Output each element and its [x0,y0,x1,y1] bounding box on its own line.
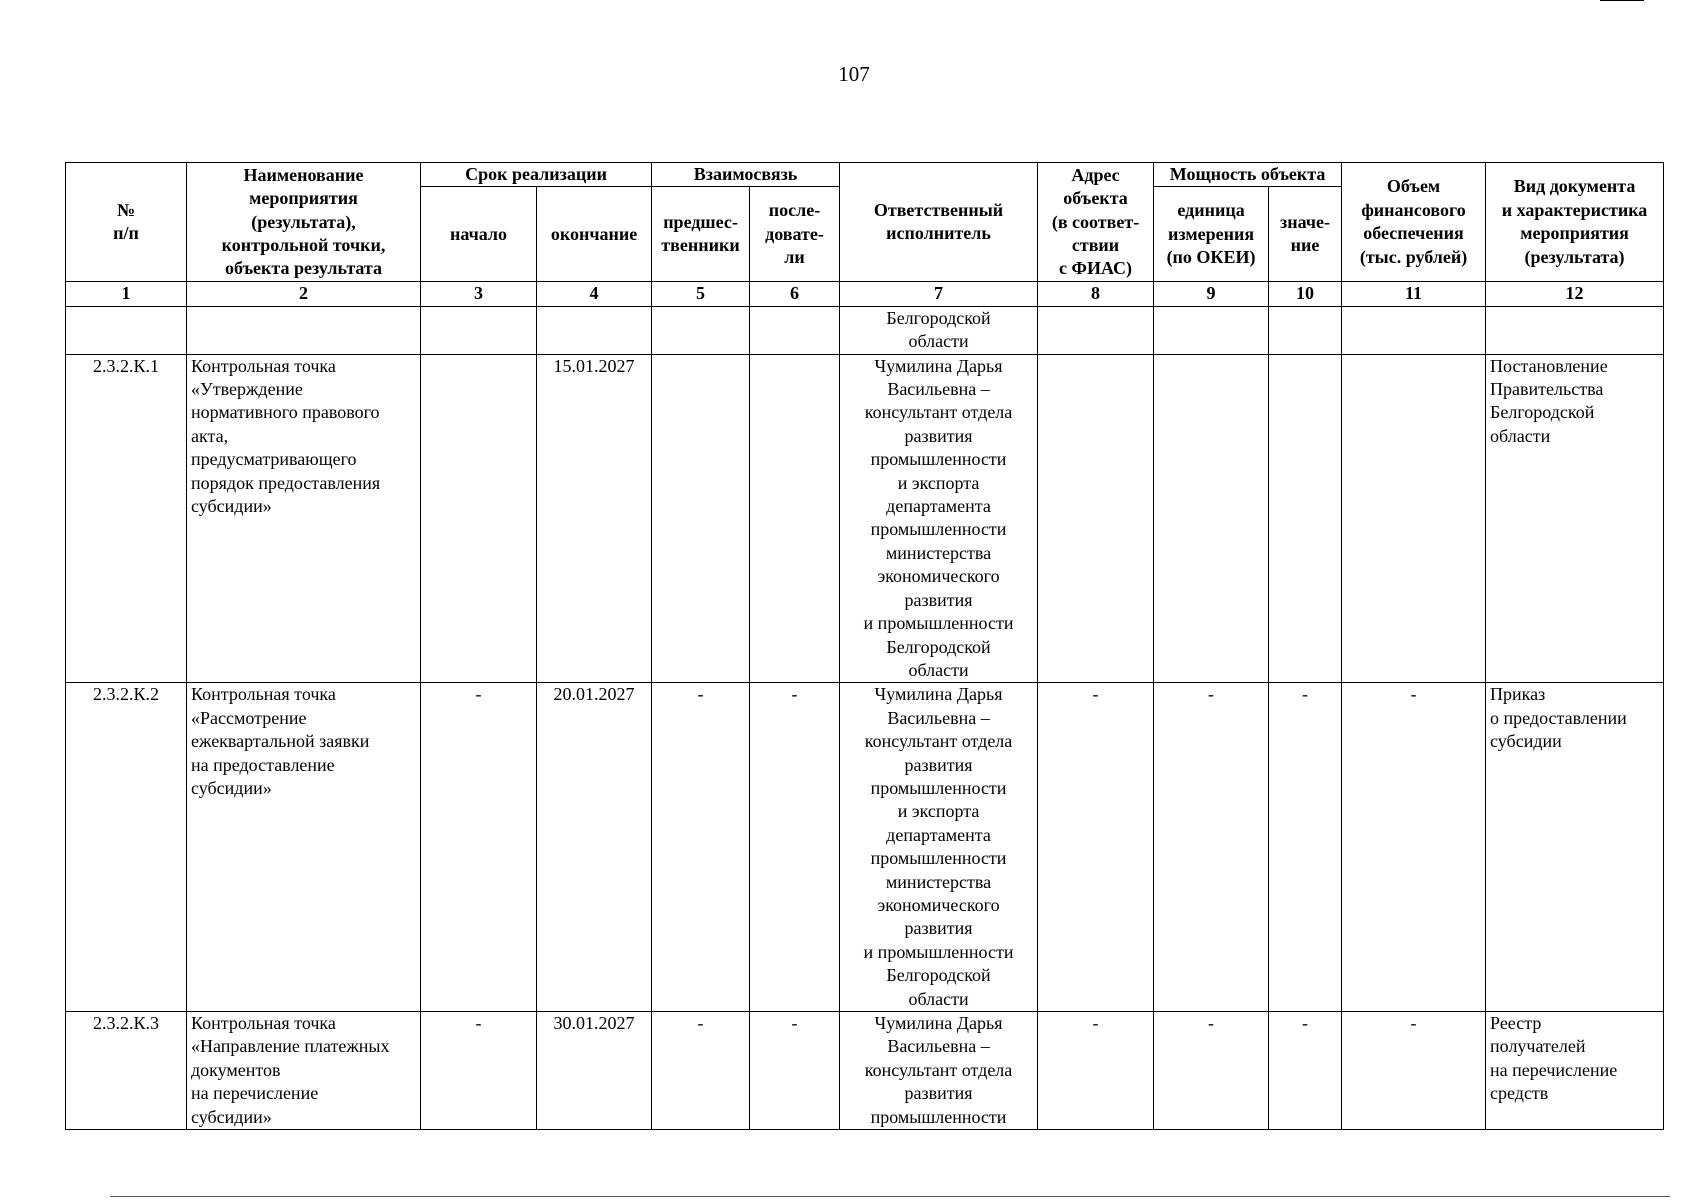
cell-empty [187,306,421,354]
column-number: 11 [1342,282,1486,306]
continuation-row [66,306,1664,354]
column-number: 10 [1269,282,1342,306]
cell-value [1269,354,1342,683]
cell-end: 30.01.2027 [537,1012,652,1130]
column-number: 9 [1154,282,1269,306]
column-number: 5 [652,282,750,306]
cell-next: - [750,683,840,1012]
header-executor: Ответственный исполнитель [840,163,1038,282]
cell-empty [652,306,750,354]
cell-next [750,354,840,683]
cell-executor: Чумилина Дарья Васильевна – консультант отдела развития промышленности и экспорта департамента промышленности министерства экономического развития и промышленности Белгородской области [840,683,1038,1012]
column-number: 7 [840,282,1038,306]
measures-table [65,162,1664,1130]
cell-address: - [1038,683,1154,1012]
cell-num: 2.3.2.К.1 [66,354,187,683]
column-number: 4 [537,282,652,306]
cell-name: Контрольная точка «Утверждение нормативного правового акта, предусматривающего порядок предоставления субсидии» [187,354,421,683]
cell-name: Контрольная точка «Направление платежных документов на перечисление субсидии» [187,1012,421,1130]
header-link-next: после- довате- ли [750,187,840,282]
cell-empty [1038,306,1154,354]
cell-finance [1342,354,1486,683]
cell-empty [1486,306,1664,354]
scan-line-bottom [110,1196,1670,1197]
header-num: № п/п [66,163,187,282]
cell-prev [652,354,750,683]
cell-empty [537,306,652,354]
cell-doc: Постановление Правительства Белгородской области [1486,354,1664,683]
column-number: 1 [66,282,187,306]
cell-unit: - [1154,1012,1269,1130]
cell-finance: - [1342,683,1486,1012]
cell-prev: - [652,1012,750,1130]
header-row-1 [66,163,1664,187]
cell-prev: - [652,683,750,1012]
header-capacity-unit: единица измерения (по ОКЕИ) [1154,187,1269,282]
cell-executor: Белгородской области [840,306,1038,354]
cell-empty [1154,306,1269,354]
cell-next: - [750,1012,840,1130]
header-name: Наименование мероприятия (результата), контрольной точки, объекта результата [187,163,421,282]
table-row [66,683,1664,1012]
cell-empty [1342,306,1486,354]
header-term: Срок реализации [421,163,652,187]
column-number: 2 [187,282,421,306]
cell-end: 20.01.2027 [537,683,652,1012]
cell-start: - [421,1012,537,1130]
cell-empty [1269,306,1342,354]
header-capacity-value: значе- ние [1269,187,1342,282]
table-row [66,354,1664,683]
cell-start: - [421,683,537,1012]
cell-unit: - [1154,683,1269,1012]
column-number-row [66,282,1664,306]
cell-doc: Приказ о предоставлении субсидии [1486,683,1664,1012]
page-number: 107 [838,62,870,86]
header-capacity: Мощность объекта [1154,163,1342,187]
cell-num: 2.3.2.К.3 [66,1012,187,1130]
cell-unit [1154,354,1269,683]
cell-name: Контрольная точка «Рассмотрение ежеквартальной заявки на предоставление субсидии» [187,683,421,1012]
scan-line-top [1600,0,1644,1]
column-number: 3 [421,282,537,306]
column-number: 6 [750,282,840,306]
header-link-prev: предшес- твенники [652,187,750,282]
header-doc-type: Вид документа и характеристика мероприятия (результата) [1486,163,1664,282]
cell-executor: Чумилина Дарья Васильевна – консультант отдела развития промышленности и экспорта департамента промышленности министерства экономического развития и промышленности Белгородской области [840,354,1038,683]
header-address: Адрес объекта (в соответ- ствии с ФИАС) [1038,163,1154,282]
cell-value: - [1269,683,1342,1012]
cell-num: 2.3.2.К.2 [66,683,187,1012]
column-number: 8 [1038,282,1154,306]
header-term-start: начало [421,187,537,282]
cell-empty [421,306,537,354]
header-link: Взаимосвязь [652,163,840,187]
cell-empty [750,306,840,354]
cell-address [1038,354,1154,683]
cell-start [421,354,537,683]
cell-empty [66,306,187,354]
cell-doc: Реестр получателей на перечисление средств [1486,1012,1664,1130]
cell-address: - [1038,1012,1154,1130]
cell-end: 15.01.2027 [537,354,652,683]
cell-executor: Чумилина Дарья Васильевна – консультант отдела развития промышленности [840,1012,1038,1130]
cell-finance: - [1342,1012,1486,1130]
cell-value: - [1269,1012,1342,1130]
table-row [66,1012,1664,1130]
header-term-end: окончание [537,187,652,282]
column-number: 12 [1486,282,1664,306]
header-finance: Объем финансового обеспечения (тыс. рублей) [1342,163,1486,282]
